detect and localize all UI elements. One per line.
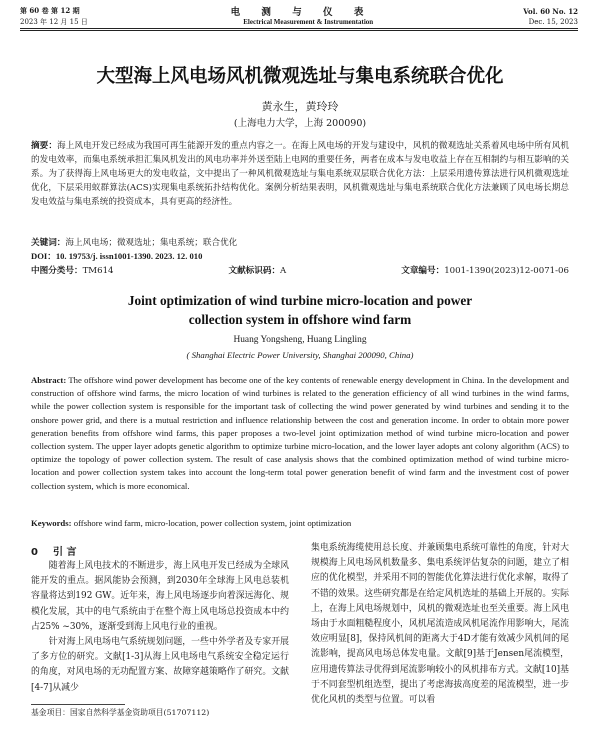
header-divider-thin	[20, 30, 578, 31]
doc-code-label: 文献标识码：	[228, 266, 281, 276]
doi: DOI：10. 19753/j. issn1001-1390. 2023. 12. 010	[31, 251, 203, 261]
header-volume-zh: 第 60 卷 第 12 期	[20, 6, 80, 15]
intro-paragraph-2: 针对海上风电场电气系统规划问题，一些中外学者及专家开展了多方位的研究。文献[1-3]从海上风电场电气系统安全稳定运行的角度，对风电场的无功配置方案、故障穿越策略作了研究。文献[4-7]从减少	[31, 637, 289, 693]
keywords-en	[31, 518, 569, 528]
abstract-zh-text: 海上风电开发已经成为我国可再生能源开发的重点内容之一。在海上风电场的开发与建设中，风机的微观选址关系着风电场中所有风机的发电效率，而集电系统承担汇集风机发出的风电功率并外送至陆上电网的重要任务，两者在成本与发电收益上存在互相制约与相互影响的关系。为了获得海上风电场更大的发电收益，文中提出了一种风机微观选址与集电系统双层联合优化方法：上层采用遗传算法进行风机微观选址优化，下层采用蚁群算法(ACS)实现集电系统拓扑结构优化。案例分析结果表明，风机微观选址与集电系统联合优化方法兼顾了风电场长期总发电效益与集电系统的投资成本，具有更高的经济性。	[31, 141, 569, 208]
body-column-right	[311, 541, 569, 708]
classification-row	[31, 264, 569, 276]
running-header	[0, 2, 600, 30]
abstract-en	[31, 374, 569, 493]
abstract-en-text: The offshore wind power development has become one of the key contents of renewable energy development in China. In the development and construction of offshore wind farms, the micro location of wind turbines is related to the generation efficiency of all wind turbines in the wind farms, while the power collection system is responsible for the important task of collecting the wind power generated by wind turbines and sending it to the onshore power grid, and there is a mutual restriction and influence relationship between the cost and generation income. In order to obtain more power generation benefits from offshore wind farms, this paper proposes a two-level joint optimization method of wind turbine micro-location and power collection system. The upper layer adopts genetic algorithm to optimize turbine micro-location, and the lower layer adopts ant colony algorithm (ACS) to optimize the topology of power collection system. The result of case analysis shows that the combined optimization method of wind turbine micro-location and power collection system takes into account the long-term total power generation benefit of wind farm and the investment cost of power collection system, which is more economical.	[31, 375, 570, 491]
header-divider	[20, 28, 578, 29]
header-row-top	[20, 4, 578, 18]
paper-title-en	[0, 291, 600, 329]
footnote-divider	[31, 704, 125, 705]
header-row-bottom	[20, 17, 578, 27]
intro-paragraph-2-cont: 集电系统海缆使用总长度、并兼顾集电系统可靠性的角度，针对大规模海上风电场风机数量多、集电系统评估复杂的问题，建立了相应的优化模型，并采用不同的智能优化算法进行优化求解，取得了不错的效果。这些研究都是在给定风机选址的基础上开展的。实际上，在海上风电场规划中，风机的微观选址也至关重要。海上风电场由于水面粗糙程度小，风机尾流造成风机尾流作用影响大，尾流效应明显[8]，保持风机间的距离大于4D才能有效减少风机间的尾流影响，提高风电场总体发电量。文献[9]基于Jensen尾流模型，应用遗传算法寻优得到尾流影响较小的风机排布方式。文献[10]基于不同套型机组选型，提出了考虑海拔高度差的尾流模型，进一步优化风机的类型与位置。可以看	[311, 543, 569, 706]
document-code	[228, 264, 286, 276]
footnote-text: 国家自然科学基金资助项目(51707112)	[69, 708, 210, 717]
clc-label: 中图分类号：	[31, 266, 83, 276]
header-date-zh: 2023 年 12 月 15 日	[20, 18, 88, 26]
intro-paragraph-1: 随着海上风电技术的不断进步，海上风电开发已经成为全球风能开发的重点。据风能协会预测，到2030年全球海上风电总装机容量将达到192 GW。近年来，海上风电场逐步向着深远海化、规模化发展，其中的电气系统由于在整个海上风电场总投资成本中约占25% ~30%，逐渐受到海上风电行业的重视。	[31, 561, 289, 632]
header-journal-en: Electrical Measurement & Instrumentation	[243, 18, 374, 26]
footnote-funding	[31, 707, 209, 718]
doc-code-value: A	[280, 266, 287, 276]
header-volume-en: Vol. 60 No. 12	[523, 6, 578, 16]
keywords-zh-text: 海上风电场；微观选址；集电系统；联合优化	[65, 238, 238, 248]
clc-number	[31, 264, 114, 276]
abstract-zh-label: 摘要：	[31, 141, 58, 151]
header-date-en: Dec. 15, 2023	[528, 18, 578, 26]
section-heading-intro	[31, 543, 91, 558]
keywords-en-text: offshore wind farm, micro-location, power collection system, joint optimization	[73, 518, 352, 528]
abstract-en-label: Abstract:	[31, 375, 67, 385]
affiliation-en: ( Shanghai Electric Power University, Shanghai 200090, China)	[186, 350, 414, 360]
abstract-zh	[31, 139, 569, 209]
article-no-label: 文章编号：	[401, 266, 445, 276]
keywords-zh-label: 关键词：	[31, 238, 66, 248]
affiliation-zh: (上海电力大学，上海 200090)	[233, 118, 367, 129]
body-column-left	[31, 559, 289, 696]
article-number	[401, 264, 569, 276]
clc-value: TM614	[82, 266, 114, 276]
footnote-label: 基金项目：	[31, 708, 70, 717]
authors-en: Huang Yongsheng, Huang Lingling	[233, 335, 367, 345]
header-journal-zh: 电 测 与 仪 表	[230, 7, 373, 18]
article-no-value: 1001-1390(2023)12-0071-06	[444, 266, 569, 276]
paper-title-en-line2: collection system in offshore wind farm	[188, 312, 412, 327]
keywords-en-label: Keywords:	[31, 518, 72, 528]
section-title: 引 言	[52, 547, 77, 558]
keywords-zh	[31, 236, 569, 250]
authors-zh: 黄永生，黄玲玲	[261, 100, 339, 113]
paper-title-en-line1: Joint optimization of wind turbine micro-location and power	[127, 293, 473, 308]
paper-title-zh: 大型海上风电场风机微观选址与集电系统联合优化	[96, 66, 504, 87]
section-number: 0	[31, 547, 38, 558]
